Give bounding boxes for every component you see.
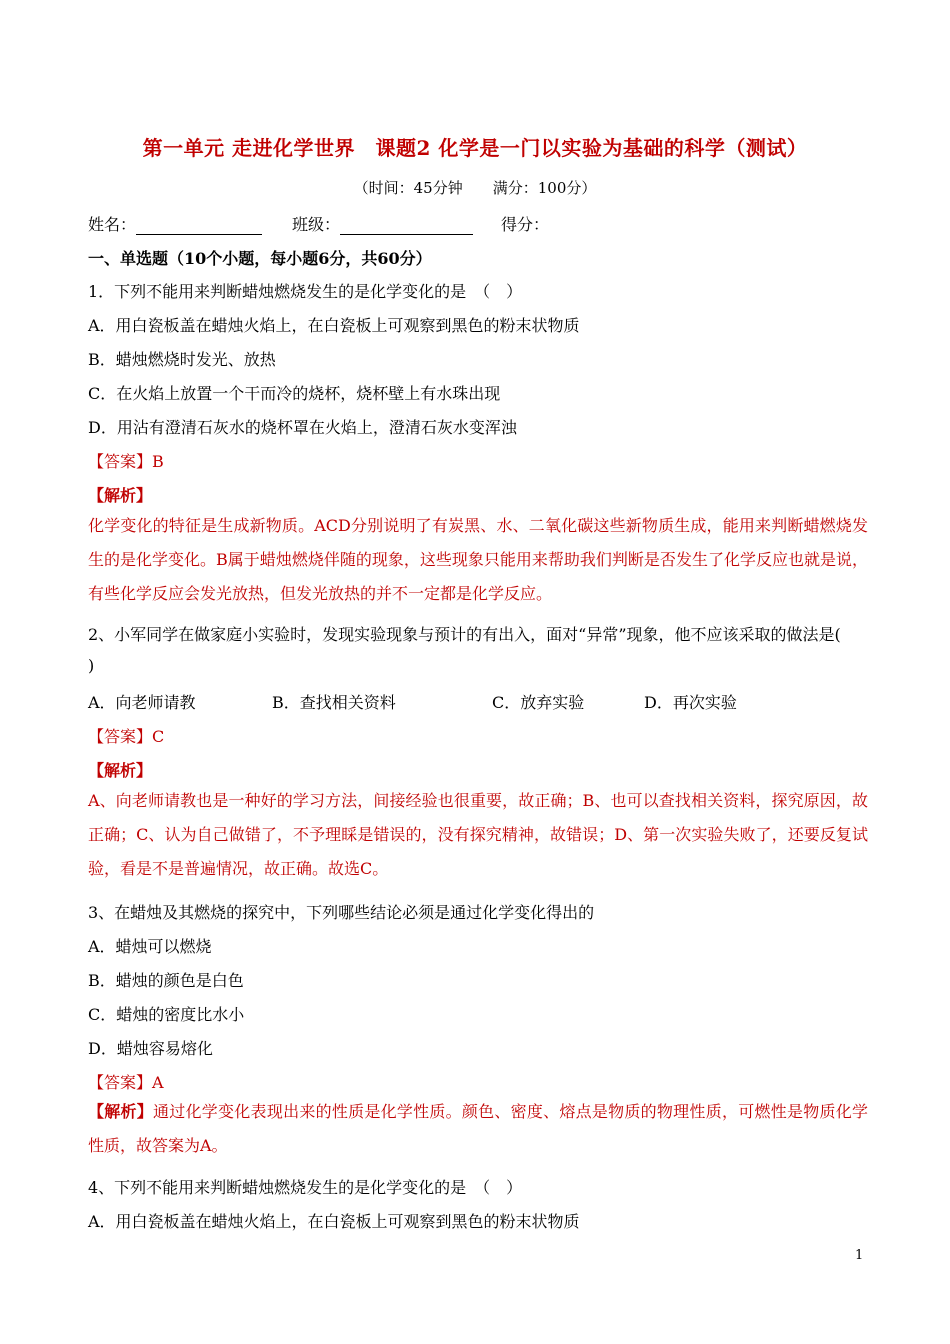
q2-stem-end: ) xyxy=(88,656,95,675)
q2-option-c: C．放弃实验 xyxy=(492,693,585,712)
q3-answer: 【答案】A xyxy=(88,1073,164,1092)
q4-stem: 4、下列不能用来判断蜡烛燃烧发生的是化学变化的是 （ ） xyxy=(88,1178,523,1197)
page-title: 第一单元 走进化学世界 课题2 化学是一门以实验为基础的科学（测试） xyxy=(142,136,808,160)
class-blank xyxy=(340,214,473,235)
q1-option-a: A．用白瓷板盖在蜡烛火焰上，在白瓷板上可观察到黑色的粉末状物质 xyxy=(88,316,580,335)
q2-analysis-label: 【解析】 xyxy=(88,761,153,780)
section-heading: 一、单选题（10个小题，每小题6分，共60分） xyxy=(88,249,432,268)
q2-answer: 【答案】C xyxy=(88,727,165,746)
q3-option-a: A．蜡烛可以燃烧 xyxy=(88,937,212,956)
q3-stem: 3、在蜡烛及其燃烧的探究中，下列哪些结论必须是通过化学变化得出的 xyxy=(88,903,595,922)
q4-option-a: A．用白瓷板盖在蜡烛火焰上，在白瓷板上可观察到黑色的粉末状物质 xyxy=(88,1212,580,1231)
name-blank xyxy=(136,214,262,235)
q1-analysis: 化学变化的特征是生成新物质。ACD分别说明了有炭黑、水、二氧化碳这些新物质生成，能用来判断蜡燃烧发生的是化学变化。B属于蜡烛燃烧伴随的现象，这些现象只能用来帮助我们判断是否发生了化学反应也就是说，有些化学反应会发光放热，但发光放热的并不一定都是化学反应。 xyxy=(88,516,868,603)
q2-option-d: D．再次实验 xyxy=(644,693,737,712)
q1-stem: 1．下列不能用来判断蜡烛燃烧发生的是化学变化的是 （ ） xyxy=(88,282,523,301)
q3-option-d: D．蜡烛容易熔化 xyxy=(88,1039,213,1058)
q2-stem: 2、小军同学在做家庭小实验时，发现实验现象与预计的有出入，面对“异常”现象，他不应该采取的做法是( xyxy=(88,625,841,644)
q1-answer: 【答案】B xyxy=(88,452,164,471)
q2-options xyxy=(88,690,737,713)
name-label: 姓名： xyxy=(88,215,137,234)
q3-option-c: C．蜡烛的密度比水小 xyxy=(88,1005,245,1024)
q1-option-b: B．蜡烛燃烧时发光、放热 xyxy=(88,350,276,369)
q3-option-b: B．蜡烛的颜色是白色 xyxy=(88,971,244,990)
q1-option-c: C．在火焰上放置一个干而冷的烧杯，烧杯壁上有水珠出现 xyxy=(88,384,501,403)
q3-analysis-block xyxy=(88,1095,868,1163)
q2-option-b: B．查找相关资料 xyxy=(272,693,396,712)
class-label: 班级： xyxy=(292,215,341,234)
q1-analysis-label: 【解析】 xyxy=(88,486,153,505)
exam-info: （时间：45分钟 满分：100分） xyxy=(353,179,597,197)
q1-option-d: D．用沾有澄清石灰水的烧杯罩在火焰上，澄清石灰水变浑浊 xyxy=(88,418,517,437)
page-number: 1 xyxy=(855,1248,864,1263)
q2-analysis: A、向老师请教也是一种好的学习方法，间接经验也很重要，故正确；B、也可以查找相关资料，探究原因，故正确；C、认为自己做错了，不予理睬是错误的，没有探究精神，故错误；D、第一次实验失败了，还要反复试验，看是不是普遍情况，故正确。故选C。 xyxy=(88,791,868,878)
student-info-row xyxy=(88,212,549,235)
q2-option-a: A．向老师请教 xyxy=(88,693,196,712)
q3-analysis-label: 【解析】 xyxy=(88,1102,154,1121)
q3-analysis: 通过化学变化表现出来的性质是化学性质。颜色、密度、熔点是物质的物理性质，可燃性是物质化学性质，故答案为A。 xyxy=(88,1102,868,1155)
score-label: 得分： xyxy=(501,215,550,234)
